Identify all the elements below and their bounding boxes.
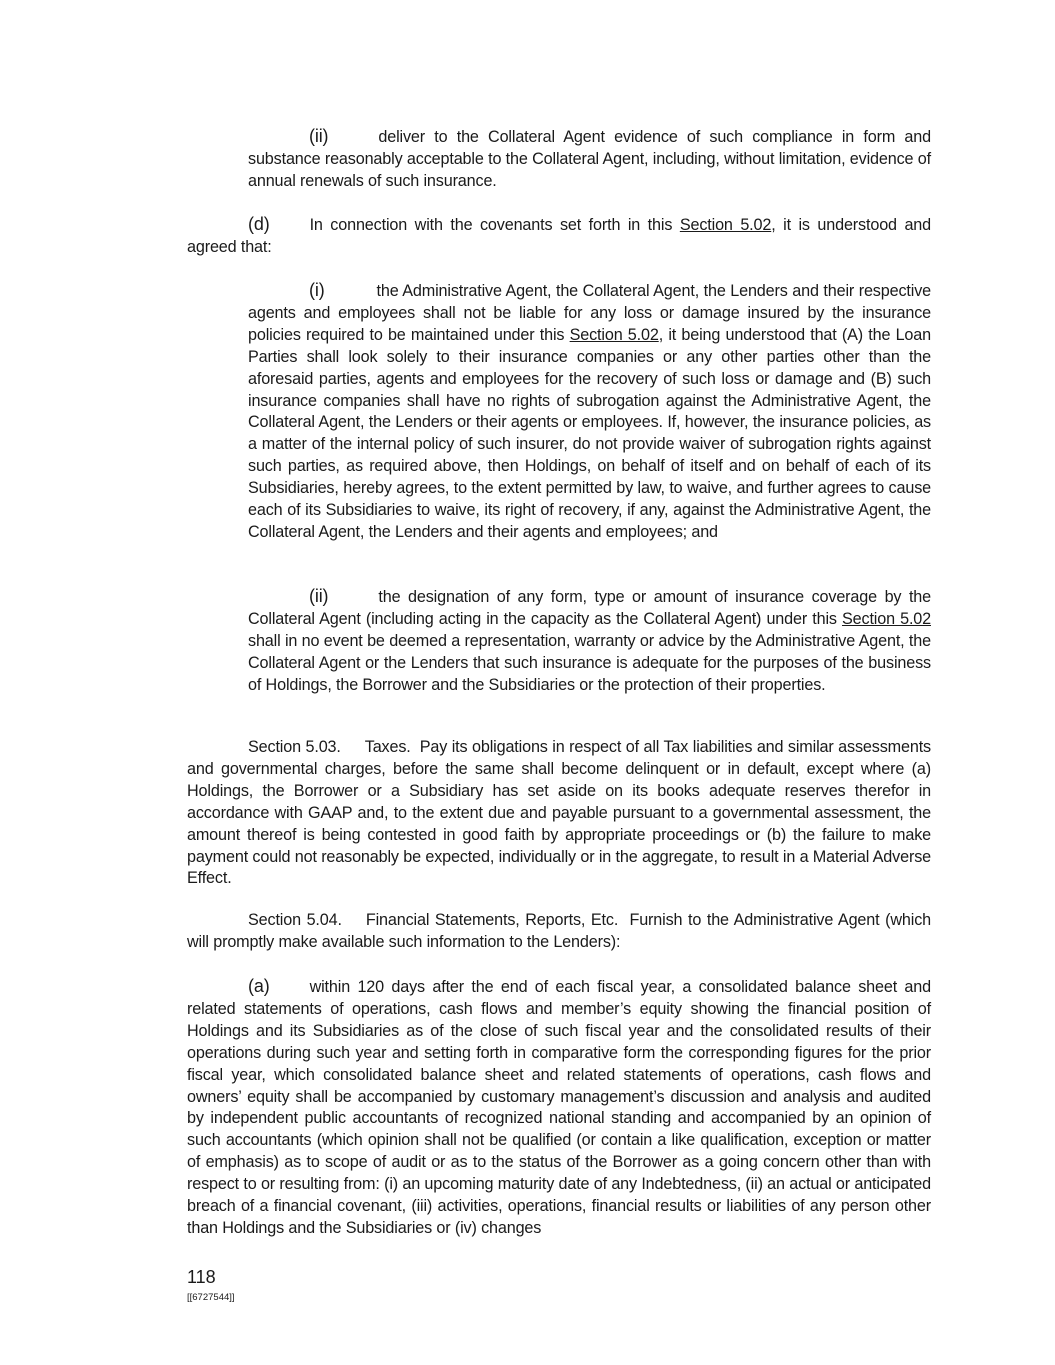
list-label: (ii) [309, 586, 329, 606]
paragraph-ii-designation [248, 586, 931, 697]
document-id: [[6727544]] [187, 1292, 235, 1303]
paragraph-text: , it being understood that (A) the Loan Parties shall look solely to their insurance companies or any other parties other than the aforesaid parties, agents and employees for the recovery of such loss or damage and (B) such insurance companies shall have no rights of subrogation against the Administrative Agent, the Collateral Agent, the Lenders or their agents or employees. If, however, the insurance policies, as a matter of the internal policy of such insurer, do not provide waiver of subrogation rights against such parties, as required above, then Holdings, on behalf of itself and on behalf of each of its Subsidiaries, hereby agrees, to the extent permitted by law, to waive, and further agrees to cause each of its Subsidiaries to waive, its right of recovery, if any, against the Administrative Agent, the Collateral Agent, the Lenders and their agents and employees; and [248, 325, 931, 541]
section-reference: Section 5.02 [679, 216, 772, 234]
section-5-04-financial-statements [187, 910, 931, 954]
paragraph-text: deliver to the Collateral Agent evidence of such compliance in form and substance reasonably acceptable to the Collateral Agent, including, without limitation, evidence of annual renewals of such insurance. [248, 128, 931, 190]
list-label: (d) [248, 214, 270, 234]
paragraph-text: within 120 days after the end of each fiscal year, a consolidated balance sheet and related statements of operations, cash flows and member’s equity showing the financial position of Holdings and its Subsidiaries as of the close of such fiscal year and the consolidated results of their operations during such year and setting forth in comparative form the corresponding figures for the prior fiscal year, which consolidated balance sheet and related statements of operations, cash flows and owners’ equity shall be accompanied by customary management’s discussion and analysis and audited by independent public accountants of recognized national standing and accompanied by an opinion of such accountants (which opinion shall not be qualified (or contain a like qualification, exception or matter of emphasis) as to scope of audit or as to the status of the Borrower as a going concern other than with respect to or resulting from: (i) an upcoming maturity date of any Indebtedness, (ii) an actual or anticipated breach of a financial covenant, (iii) activities, operations, financial results or liabilities of any person other than Holdings and the Subsidiaries or (iv) changes [187, 978, 931, 1237]
paragraph-ii-deliver [248, 126, 931, 193]
section-number: Section 5.03. [248, 738, 341, 756]
paragraph-text: the Administrative Agent, the Collateral Agent, the Lenders and their respective agents and employees shall not be liable for any loss or damage insured by the insurance policies required to be maintained under this [248, 282, 931, 344]
list-label: (ii) [309, 126, 329, 146]
paragraph-text: Pay its obligations in respect of all Tax liabilities and similar assessments and governmental charges, before the same shall become delinquent or in default, except where (a) Holdings, the Borrower or a Subsidiary has set aside on its books adequate reserves therefor in accordance with GAAP and, to the extent due and payable pursuant to a governmental assessment, the amount thereof is being contested in good faith by appropriate proceedings or (b) the failure to make payment could not reasonably be expected, individually or in the aggregate, to result in a Material Adverse Effect. [187, 738, 931, 888]
paragraph-text: , it is understood and agreed that: [187, 216, 932, 256]
section-heading: Taxes. [364, 738, 411, 756]
paragraph-a-annual-statements [187, 976, 931, 1240]
paragraph-text: In connection with the covenants set forth in this [309, 216, 680, 234]
paragraph-d-connection [187, 214, 931, 259]
list-label: (a) [248, 976, 270, 996]
section-heading: Financial Statements, Reports, Etc. [365, 911, 619, 929]
section-reference: Section 5.02 [842, 609, 931, 628]
list-label: (i) [309, 280, 325, 300]
paragraph-i-administrative-agent [248, 280, 931, 544]
paragraph-text: shall in no event be deemed a representation, warranty or advice by the Administrative Agent, the Collateral Agent or the Lenders that such insurance is adequate for the purposes of the business of Holdings, the Borrower and the Subsidiaries or the protection of their properties. [248, 631, 931, 694]
section-reference: Section 5.02 [569, 325, 659, 344]
section-number: Section 5.04. [248, 911, 342, 929]
page-number: 118 [187, 1267, 216, 1287]
section-5-03-taxes [187, 737, 931, 890]
paragraph-text: the designation of any form, type or amount of insurance coverage by the Collateral Agent (including acting in the capacity as the Collateral Agent) under this [248, 588, 931, 628]
paragraph-text: Furnish to the Administrative Agent (which will promptly make available such information to the Lenders): [187, 911, 931, 951]
